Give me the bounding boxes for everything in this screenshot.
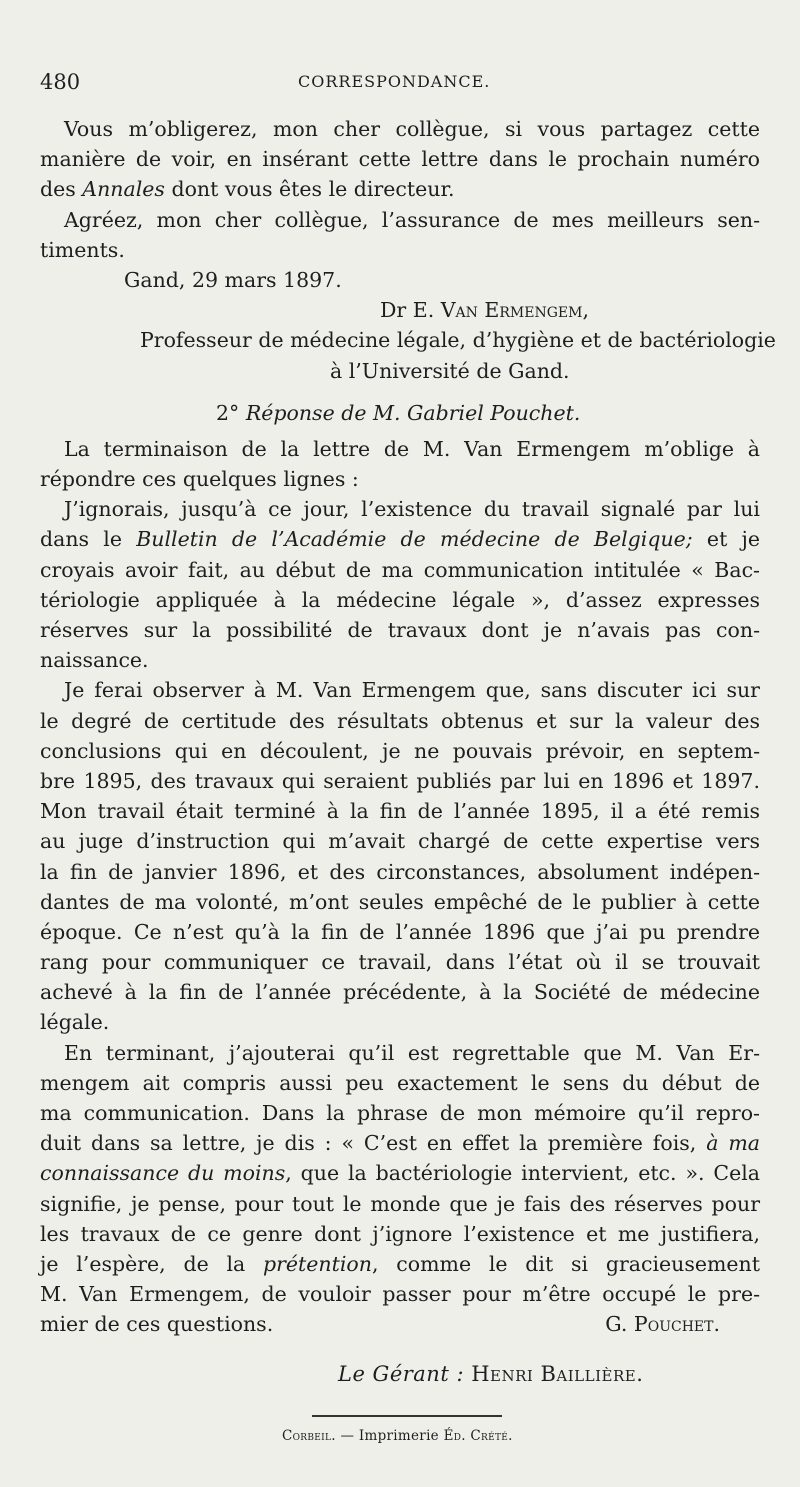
emphasis: prétention <box>263 1251 372 1276</box>
text-line: signifie, je pense, pour tout le monde que je fais des réserves pour <box>40 1191 760 1216</box>
text-fragment: des <box>40 177 83 202</box>
text-line: Vous m’obligerez, mon cher collègue, si vous partagez cette <box>64 117 760 141</box>
section-title: Réponse de M. Gabriel Pouchet. <box>245 400 581 425</box>
journal-title: Annales <box>82 177 165 202</box>
text-fragment: , comme le dit si gracieusement <box>371 1251 760 1276</box>
text-line: au juge d’instruction qui m’avait chargé de cette expertise vers <box>40 829 760 854</box>
text-line: dantes de ma volonté, m’ont seules empêché de le publier à cette <box>40 889 760 914</box>
text-line <box>40 1309 760 1339</box>
text-line <box>40 1128 760 1158</box>
imprint-name: Éd. Crété. <box>443 1428 513 1444</box>
emphasis: à ma <box>706 1131 760 1156</box>
text-line: Je ferai observer à M. Van Ermengem que, sans discuter ici sur <box>64 678 760 703</box>
signature-title: Professeur de médecine légale, d’hygiène et de bactériologie <box>140 328 776 353</box>
gerant-line <box>338 1362 643 1386</box>
text-line: timents. <box>40 237 125 262</box>
page-number: 480 <box>40 70 81 94</box>
text-fragment: je l’espère, de la <box>40 1251 263 1276</box>
signature-line <box>40 295 760 325</box>
text-line: les travaux de ce genre dont j’ignore l’existence et me justifiera, <box>40 1221 760 1246</box>
text-line <box>40 524 760 554</box>
imprint-place: Corbeil. <box>282 1428 336 1444</box>
text-line: la fin de janvier 1896, et des circonstances, absolument indépen- <box>40 859 760 884</box>
section-heading <box>40 398 760 428</box>
signature-prefix: Dr E. <box>380 298 441 323</box>
signature-title: à l’Université de Gand. <box>330 358 570 383</box>
page-header <box>40 70 740 104</box>
signature-name: Van Ermengem, <box>440 298 589 323</box>
text-line: conclusions qui en découlent, je ne pouvais prévoir, en septem- <box>40 738 760 763</box>
text-line: achevé à la fin de l’année précédente, à la Société de médecine <box>40 980 760 1005</box>
text-line: bre 1895, des travaux qui seraient publiés par lui en 1896 et 1897. <box>40 768 760 793</box>
text-line <box>40 1249 760 1279</box>
running-head: CORRESPONDANCE. <box>298 72 491 91</box>
text-line <box>40 1158 760 1188</box>
text-line <box>40 174 760 204</box>
body-text <box>40 114 776 1340</box>
footer-rule <box>312 1415 502 1417</box>
text-fragment: dans le <box>40 527 137 552</box>
text-line: La terminaison de la lettre de M. Van Ermengem m’oblige à <box>64 436 760 461</box>
spacer <box>40 386 760 398</box>
text-line: tériologie appliquée à la médecine légale », d’assez expresses <box>40 587 760 612</box>
section-number: 2° <box>216 400 246 425</box>
text-line: mengem ait compris aussi peu exactement le sens du début de <box>40 1070 760 1095</box>
bulletin-title: Bulletin de l’Académie de médecine de Belgique; <box>136 527 693 552</box>
gerant-label: Le Gérant : <box>338 1362 472 1386</box>
text-line: rang pour communiquer ce travail, dans l’état où il se trouvait <box>40 950 760 975</box>
text-line: légale. <box>40 1010 110 1035</box>
reply-signature: G. Pouchet. <box>605 1312 720 1337</box>
text-line: répondre ces quelques lignes : <box>40 467 359 492</box>
text-line: Agréez, mon cher collègue, l’assurance de mes meilleurs sen- <box>64 207 760 232</box>
text-line: En terminant, j’ajouterai qu’il est regrettable que M. Van Er- <box>64 1040 760 1065</box>
imprint-line <box>282 1428 513 1444</box>
text-line: J’ignorais, jusqu’à ce jour, l’existence du travail signalé par lui <box>64 497 760 522</box>
place-date: Gand, 29 mars 1897. <box>124 267 342 292</box>
text-line: naissance. <box>40 648 149 673</box>
gerant-name: Henri Baillière. <box>471 1362 644 1386</box>
text-line: Mon travail était terminé à la fin de l’année 1895, il a été remis <box>40 799 760 824</box>
text-fragment: , que la bactériologie intervient, etc. ». Cela <box>285 1161 760 1186</box>
text-line: époque. Ce n’est qu’à la fin de l’année 1896 que j’ai pu prendre <box>40 919 760 944</box>
text-fragment: et je <box>692 527 761 552</box>
imprint-text: — Imprimerie <box>335 1428 444 1444</box>
text-line: le degré de certitude des résultats obtenus et sur la valeur des <box>40 708 760 733</box>
text-line: M. Van Ermengem, de vouloir passer pour m’être occupé le pre- <box>40 1282 760 1307</box>
emphasis: connaissance du moins <box>40 1161 286 1186</box>
text-line: ma communication. Dans la phrase de mon mémoire qu’il repro- <box>40 1101 760 1125</box>
text-line: manière de voir, en insérant cette lettre dans le prochain numéro <box>40 147 760 172</box>
text-fragment: dont vous êtes le directeur. <box>164 177 455 202</box>
text-line: réserves sur la possibilité de travaux dont je n’avais pas con- <box>40 618 760 642</box>
text-line: croyais avoir fait, au début de ma communication intitulée « Bac- <box>40 557 760 582</box>
text-fragment: mier de ces questions. <box>40 1312 274 1337</box>
text-fragment: duit dans sa lettre, je dis : « C’est en effet la première fois, <box>40 1131 707 1156</box>
